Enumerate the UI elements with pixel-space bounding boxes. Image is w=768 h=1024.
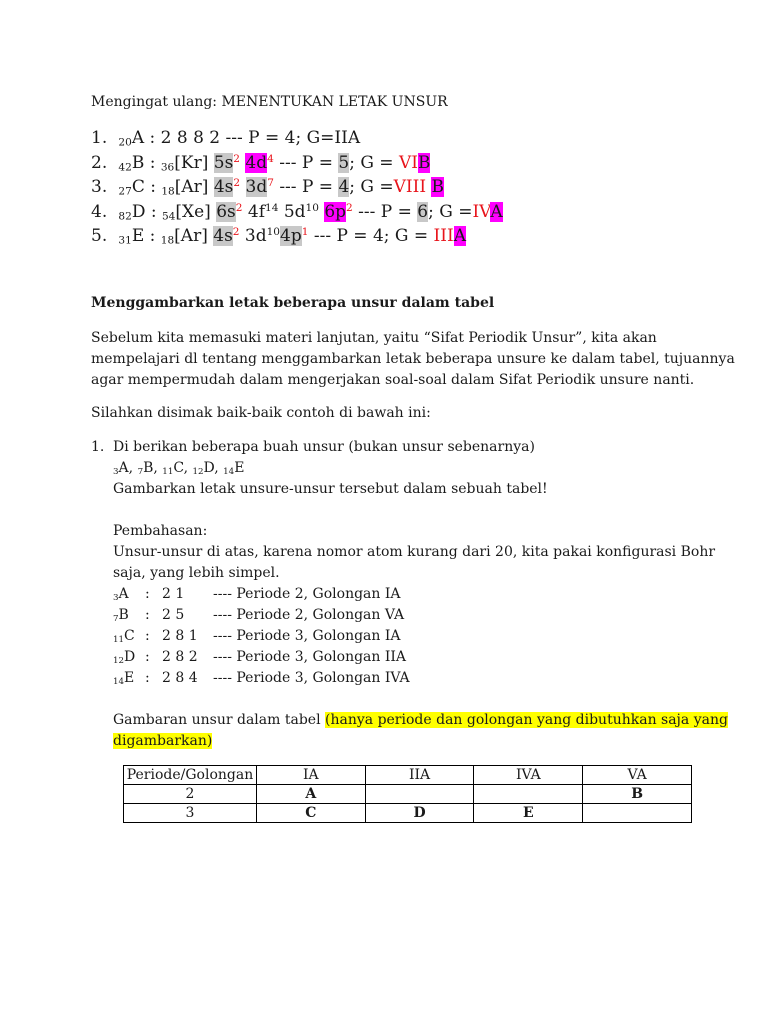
example-intro: Silahkan disimak baik-baik contoh di bawah ini: <box>91 405 431 421</box>
d-exponent: 10 <box>266 226 281 239</box>
s-orbital: 4s <box>213 226 233 246</box>
pembahasan-label: Pembahasan: <box>113 523 208 539</box>
mass-number: 31 <box>118 234 132 247</box>
core-atomic-number: 36 <box>160 161 175 174</box>
group-roman: VIII <box>393 177 427 197</box>
bohr-config-row <box>113 647 728 668</box>
element-symbol: E <box>124 670 135 686</box>
colon: : <box>145 607 150 623</box>
intro-paragraph <box>91 328 735 391</box>
bohr-config-row <box>113 584 728 605</box>
group-label: ; G = <box>428 201 473 222</box>
paragraph-line: Sebelum kita memasuki materi lanjutan, yaitu “Sifat Periodik Unsur”, kita akan <box>91 330 657 346</box>
core-atomic-number: 18 <box>161 185 175 198</box>
example-question: Di berikan beberapa buah unsur (bukan unsur sebenarnya) <box>113 439 535 455</box>
element-symbol: D : <box>131 201 157 222</box>
core-atomic-number: 54 <box>161 210 176 223</box>
config-list <box>91 126 503 249</box>
atomic-number: 14 <box>223 467 235 478</box>
element-symbol: E : <box>131 226 156 246</box>
core-atomic-number: 18 <box>160 234 175 247</box>
element-symbol: D <box>124 649 136 665</box>
period-value: 5 <box>338 152 350 173</box>
element-symbol: B : <box>131 152 156 173</box>
atomic-number: 7 <box>113 614 119 625</box>
p-orbital: 6p <box>324 201 347 222</box>
list-number: 4. <box>91 201 108 222</box>
list-number: 3. <box>91 177 108 197</box>
mass-number: 82 <box>118 210 132 223</box>
d-orbital: 5d <box>283 201 306 222</box>
table-header: Periode/Golongan <box>124 766 257 785</box>
list-number: 5. <box>91 226 108 246</box>
s-exponent: 2 <box>233 152 240 165</box>
example-body <box>113 437 728 752</box>
paragraph-line: agar mempermudah dalam mengerjakan soal-soal dalam Sifat Periodik unsure nanti. <box>91 372 695 388</box>
group-letter: B <box>431 177 444 197</box>
element-symbol: A : <box>131 128 156 148</box>
bohr-config-row <box>113 668 728 689</box>
bohr-config-row <box>113 626 728 647</box>
mass-number: 27 <box>118 185 132 198</box>
section-title: Menggambarkan letak beberapa unsur dalam tabel <box>91 295 495 311</box>
bohr-config: 2 1 <box>162 586 185 602</box>
period-group-table <box>123 765 692 823</box>
period-group-label: --- P = 4; G = <box>313 226 434 246</box>
element-symbol: C : <box>131 177 156 197</box>
table-cell: C <box>256 804 365 823</box>
bohr-config: 2 8 1 <box>162 628 198 644</box>
group-label: ; G = <box>349 177 394 197</box>
table-cell: B <box>583 785 692 804</box>
explanation-line: Unsur-unsur di atas, karena nomor atom kurang dari 20, kita pakai konfigurasi Bohr <box>113 544 716 560</box>
group-letter: A <box>490 201 503 222</box>
separator: , <box>153 460 163 476</box>
table-intro-cont <box>113 731 728 752</box>
table-intro-text: Gambaran unsur dalam tabel <box>113 712 326 728</box>
period-group-result: --- P = 4; G=IIA <box>225 128 361 148</box>
table-cell <box>583 804 692 823</box>
element-symbol: C <box>173 460 184 476</box>
table-intro <box>113 710 728 731</box>
table-header: VA <box>583 766 692 785</box>
mass-number: 42 <box>118 161 132 174</box>
group-roman: VI <box>398 152 418 173</box>
s-exponent: 2 <box>233 177 241 190</box>
s-exponent: 2 <box>232 226 240 239</box>
noble-core: [Ar] <box>174 177 209 197</box>
element-symbol: A <box>118 586 129 602</box>
colon: : <box>145 670 150 686</box>
p-exponent: 1 <box>301 226 309 239</box>
noble-core: [Ar] <box>174 226 208 246</box>
element-symbol: B <box>118 607 129 623</box>
d-orbital: 3d <box>245 177 268 197</box>
noble-core: [Kr] <box>174 152 209 173</box>
separator: , <box>183 460 193 476</box>
bohr-config-row <box>113 605 728 626</box>
period-group-result: ---- Periode 3, Golongan IVA <box>213 670 410 686</box>
table-cell: E <box>474 804 583 823</box>
table-cell <box>474 785 583 804</box>
table-cell: 3 <box>124 804 257 823</box>
example-task: Gambarkan letak unsure-unsur tersebut dalam sebuah tabel! <box>113 481 548 497</box>
mass-number: 20 <box>118 136 132 149</box>
element-symbol: C <box>124 628 135 644</box>
p-exponent: 2 <box>346 201 353 214</box>
atomic-number: 3 <box>113 467 119 478</box>
bohr-config: 2 8 8 2 <box>160 128 221 148</box>
atomic-number: 7 <box>137 467 144 478</box>
colon: : <box>145 649 150 665</box>
period-label: --- P = <box>279 152 339 173</box>
period-group-result: ---- Periode 3, Golongan IIA <box>213 649 407 665</box>
atomic-number: 3 <box>113 593 119 604</box>
table-cell <box>365 785 474 804</box>
period-group-result: ---- Periode 2, Golongan VA <box>213 607 405 623</box>
config-item-3 <box>91 175 503 200</box>
period-value: 4 <box>338 177 350 197</box>
table-row <box>124 785 692 804</box>
d-exponent: 10 <box>305 201 319 214</box>
d-exponent: 7 <box>267 177 274 190</box>
group-roman: IV <box>472 201 491 222</box>
bohr-config: 2 5 <box>162 607 185 623</box>
s-orbital: 5s <box>213 152 234 173</box>
d-orbital: 3d <box>244 226 267 246</box>
period-value: 6 <box>417 201 429 222</box>
config-item-4 <box>91 200 503 225</box>
separator: , <box>128 460 138 476</box>
explanation-line: saja, yang lebih simpel. <box>113 565 280 581</box>
table-cell: A <box>256 785 365 804</box>
noble-core: [Xe] <box>175 201 211 222</box>
table-header-row <box>124 766 692 785</box>
config-item-5 <box>91 224 503 249</box>
example-number: 1. <box>91 439 105 455</box>
group-label: ; G = <box>349 152 399 173</box>
p-orbital: 4p <box>280 226 302 246</box>
atomic-number: 12 <box>113 656 125 667</box>
period-label: --- P = <box>358 201 418 222</box>
atomic-number: 11 <box>162 467 174 478</box>
s-exponent: 2 <box>235 201 243 214</box>
group-letter: A <box>453 226 466 246</box>
bohr-config: 2 8 2 <box>162 649 198 665</box>
period-group-result: ---- Periode 3, Golongan IA <box>213 628 401 644</box>
atomic-number: 14 <box>113 677 125 688</box>
table-cell: D <box>365 804 474 823</box>
d-orbital: 4d <box>245 152 268 173</box>
d-exponent: 4 <box>267 152 274 165</box>
element-symbol: E <box>234 460 245 476</box>
f-orbital: 4f <box>247 201 265 222</box>
table-note: digambarkan) <box>113 733 213 749</box>
bohr-config: 2 8 4 <box>162 670 198 686</box>
period-label: --- P = <box>279 177 339 197</box>
separator: , <box>214 460 224 476</box>
config-item-1 <box>91 126 503 151</box>
table-note: (hanya periode dan golongan yang dibutuhkan saja yang <box>325 712 728 728</box>
element-list <box>113 458 728 479</box>
element-symbol: A <box>118 460 129 476</box>
list-number: 1. <box>91 128 108 148</box>
table-cell: 2 <box>124 785 257 804</box>
table-header: IVA <box>474 766 583 785</box>
colon: : <box>145 628 150 644</box>
s-orbital: 4s <box>213 177 234 197</box>
group-roman: III <box>433 226 454 246</box>
table-header: IA <box>256 766 365 785</box>
table-row <box>124 804 692 823</box>
element-symbol: B <box>143 460 154 476</box>
config-item-2 <box>91 151 503 176</box>
element-symbol: D <box>203 460 215 476</box>
list-number: 2. <box>91 152 108 173</box>
paragraph-line: mempelajari dl tentang menggambarkan letak beberapa unsure ke dalam tabel, tujuannya <box>91 351 735 367</box>
period-group-result: ---- Periode 2, Golongan IA <box>213 586 401 602</box>
f-exponent: 14 <box>265 201 279 214</box>
atomic-number: 11 <box>113 635 125 646</box>
table-header: IIA <box>365 766 474 785</box>
colon: : <box>145 586 150 602</box>
group-letter: B <box>417 152 431 173</box>
s-orbital: 6s <box>216 201 236 222</box>
page-heading: Mengingat ulang: MENENTUKAN LETAK UNSUR <box>91 94 448 110</box>
atomic-number: 12 <box>192 467 204 478</box>
